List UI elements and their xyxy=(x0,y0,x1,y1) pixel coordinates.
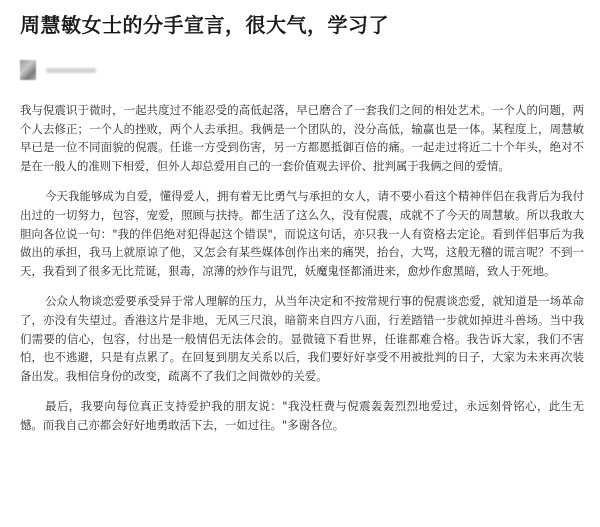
paragraph-4: 最后，我要向每位真正支持爱护我的朋友说："我没枉费与倪震轰轰烈烈地爱过，永远刻骨铭心，此生无憾。而我自己亦都会好好地勇敢活下去，一如过往。"多谢各位。 xyxy=(20,399,584,432)
author-info xyxy=(20,60,220,80)
article-title: 周慧敏女士的分手宣言，很大气，学习了 xyxy=(20,13,389,37)
avatar xyxy=(20,60,36,80)
paragraph-1: 我与倪震识于微时，一起共度过不能忍受的高低起落，早已磨合了一套我们之间的相处艺术。一个人的问题，两个人去修正；一个人的挫败，两个人去承担。我俩是一个团队的，没分高低，输赢也是一体。某程度上，周慧敏早已是一位不同面貌的倪震。任谁一方受到伤害，另一方都愿抵御百倍的痛。一起走过将近二十个年头，绝对不是在一般人的准则下相爱，但外人却总爱用自己的一套价值观去评价、批判属于我俩之间的爱情。 xyxy=(20,103,584,173)
article-body xyxy=(20,101,584,447)
paragraph-2: 今天我能够成为自爱，懂得爱人，拥有着无比勇气与承担的女人，请不要小看这个精神伴侣在我背后为我付出过的一切努力，包容，宠爱，照顾与扶持。都生活了这么久，没有倪震，成就不了今天的周慧敏。所以我敢大胆向各位说一句："我的伴侣绝对犯得起这个错误"，而说这句话，亦只我一人有资格去定论。看到伴侣事后为我做出的承担，我马上就原谅了他，又怎会有某些媒体创作出来的痛哭，抬台，大骂，这般无稽的谎言呢？不到一天，我看到了很多无比荒诞，狠毒，凉薄的炒作与诅咒，妖魔鬼怪都涌进来，愈炒作愈黑暗，致人于死地。 xyxy=(20,189,584,278)
author-name-redacted xyxy=(46,68,96,73)
paragraph-3: 公众人物谈恋爱要承受异于常人理解的压力，从当年决定和不按常规行事的倪震谈恋爱，就知道是一场革命了，亦没有失望过。香港这片是非地，无风三尺浪，暗箭来自四方八面，行差踏错一步就如掉进斗兽场。当中我们需要的信心，包容，付出是一般情侣无法体会的。显微镜下看世界，任谁都难合格。我告诉大家，我们不害怕，也不逃避，只是有点累了。在回复到朋友关系以后，我们要好好享受不用被批判的日子，大家为未来再次装备出发。我相信身份的改变，疏离不了我们之间微妙的关爱。 xyxy=(20,294,584,383)
